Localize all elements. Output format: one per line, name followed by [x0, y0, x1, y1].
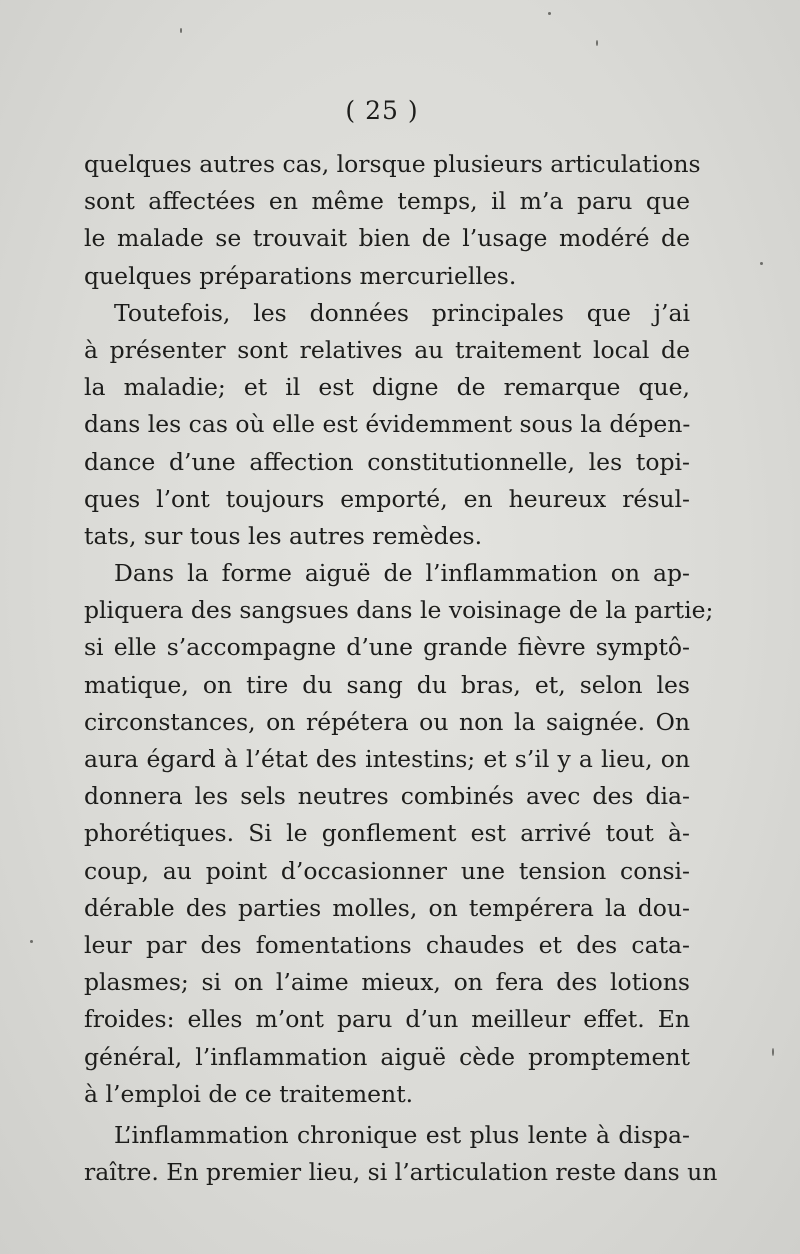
text-line: matique, on tire du sang du bras, et, selon les	[84, 670, 690, 699]
body-text	[84, 146, 718, 1191]
text-line: tats, sur tous les autres remèdes.	[84, 521, 483, 550]
text-line: plasmes; si on l’aime mieux, on fera des lotions	[84, 968, 690, 997]
paragraph	[84, 1117, 718, 1191]
text-line: phorétiques. Si le gonflement est arrivé tout à-	[84, 819, 690, 848]
paper-speck	[760, 262, 763, 265]
text-line: raître. En premier lieu, si l’articulation reste dans un	[84, 1158, 718, 1187]
paragraph	[84, 555, 714, 1113]
paragraph	[84, 146, 701, 295]
text-line: à l’emploi de ce traitement.	[84, 1079, 414, 1108]
paper-speck	[596, 40, 598, 46]
text-line: aura égard à l’état des intestins; et s’il y a lieu, on	[84, 745, 690, 773]
text-line: froides: elles m’ont paru d’un meilleur effet. En	[84, 1005, 690, 1034]
text-line: circonstances, on répétera ou non la saignée. On	[84, 707, 690, 736]
paper-speck	[30, 940, 33, 943]
text-line: L’inflammation chronique est plus lente à dispa-	[114, 1120, 690, 1149]
paragraph	[84, 295, 690, 555]
text-line: le malade se trouvait bien de l’usage modéré de	[84, 224, 690, 253]
text-line: à présenter sont relatives au traitement local de	[84, 335, 690, 364]
text-line: leur par des fomentations chaudes et des cata-	[84, 930, 690, 959]
text-line: donnera les sels neutres combinés avec des dia-	[84, 782, 690, 811]
page-number: ( 25 )	[345, 96, 419, 125]
paper-speck	[772, 1048, 774, 1056]
text-line: quelques préparations mercurielles.	[84, 261, 517, 290]
text-line: dans les cas où elle est évidemment sous la dépen-	[84, 410, 691, 439]
text-line: sont affectées en même temps, il m’a paru que	[84, 187, 690, 216]
text-line: la maladie; et il est digne de remarque que,	[84, 373, 690, 402]
text-line: pliquera des sangsues dans le voisinage de la partie;	[84, 596, 714, 625]
text-line: général, l’inflammation aiguë cède promptement	[84, 1042, 690, 1071]
paper-speck	[180, 28, 182, 33]
text-line: si elle s’accompagne d’une grande fièvre symptô-	[84, 633, 690, 662]
paper-speck	[548, 12, 551, 15]
text-line: Toutefois, les données principales que j’ai	[114, 298, 690, 327]
text-line: dérable des parties molles, on tempérera la dou-	[84, 893, 690, 922]
text-line: quelques autres cas, lorsque plusieurs articulations	[84, 150, 701, 178]
text-line: ques l’ont toujours emporté, en heureux résul-	[84, 484, 690, 513]
text-line: coup, au point d’occasionner une tension consi-	[84, 856, 690, 885]
text-line: Dans la forme aiguë de l’inflammation on ap-	[114, 559, 690, 588]
text-line: dance d’une affection constitutionnelle, les topi-	[84, 447, 690, 476]
